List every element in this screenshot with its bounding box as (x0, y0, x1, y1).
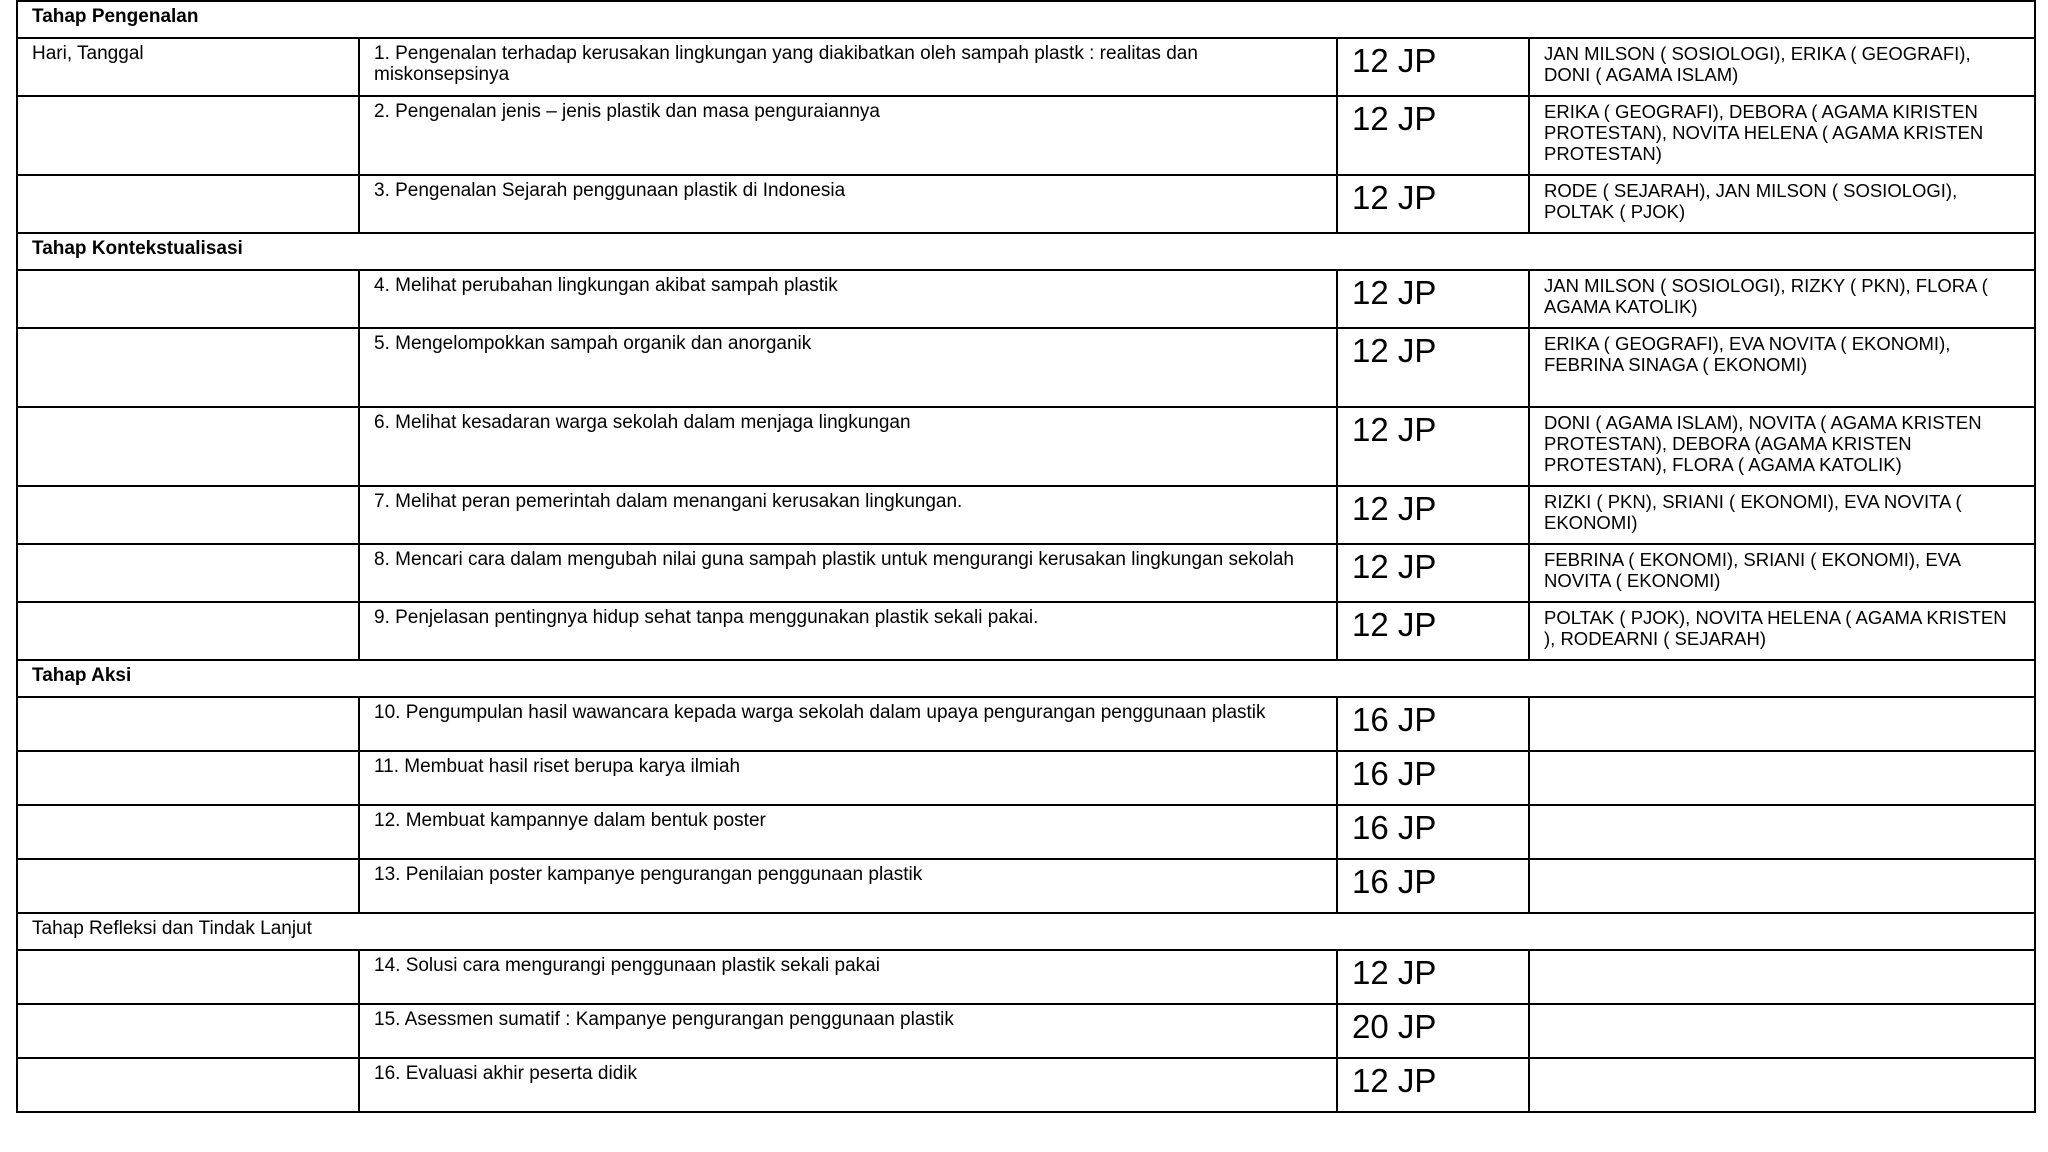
jp-cell: 12 JP (1337, 175, 1529, 233)
jp-cell: 16 JP (1337, 697, 1529, 751)
table-row (17, 859, 2035, 913)
jp-cell: 16 JP (1337, 805, 1529, 859)
date-cell (17, 407, 359, 486)
activity-cell: 13. Penilaian poster kampanye pengurangan penggunaan plastik (359, 859, 1337, 913)
date-cell (17, 697, 359, 751)
activity-cell: 10. Pengumpulan hasil wawancara kepada warga sekolah dalam upaya pengurangan penggunaan plastik (359, 697, 1337, 751)
teachers-cell: JAN MILSON ( SOSIOLOGI), RIZKY ( PKN), FLORA ( AGAMA KATOLIK) (1529, 270, 2035, 328)
table-row (17, 697, 2035, 751)
table-row (17, 407, 2035, 486)
table-row (17, 751, 2035, 805)
teachers-cell: ERIKA ( GEOGRAFI), EVA NOVITA ( EKONOMI), FEBRINA SINAGA ( EKONOMI) (1529, 328, 2035, 407)
jp-cell: 16 JP (1337, 859, 1529, 913)
section-title-cell (17, 233, 2035, 270)
teachers-cell: RIZKI ( PKN), SRIANI ( EKONOMI), EVA NOVITA ( EKONOMI) (1529, 486, 2035, 544)
jp-cell: 16 JP (1337, 751, 1529, 805)
section-title-cell (17, 660, 2035, 697)
teachers-cell (1529, 751, 2035, 805)
teachers-cell (1529, 1058, 2035, 1112)
teachers-cell (1529, 697, 2035, 751)
schedule-table (16, 0, 2036, 1113)
table-row (17, 544, 2035, 602)
jp-cell: 12 JP (1337, 486, 1529, 544)
jp-cell: 12 JP (1337, 38, 1529, 96)
date-cell (17, 859, 359, 913)
section-title-cell (17, 913, 2035, 950)
jp-cell: 12 JP (1337, 602, 1529, 660)
activity-cell: 16. Evaluasi akhir peserta didik (359, 1058, 1337, 1112)
activity-cell: 9. Penjelasan pentingnya hidup sehat tanpa menggunakan plastik sekali pakai. (359, 602, 1337, 660)
section-title: Tahap Aksi (32, 665, 132, 686)
date-cell (17, 805, 359, 859)
table-row (17, 175, 2035, 233)
date-cell (17, 96, 359, 175)
teachers-cell (1529, 805, 2035, 859)
table-row (17, 1058, 2035, 1112)
teachers-cell (1529, 859, 2035, 913)
activity-cell: 2. Pengenalan jenis – jenis plastik dan masa penguraiannya (359, 96, 1337, 175)
teachers-cell: JAN MILSON ( SOSIOLOGI), ERIKA ( GEOGRAFI), DONI ( AGAMA ISLAM) (1529, 38, 2035, 96)
date-cell: Hari, Tanggal (17, 38, 359, 96)
date-cell (17, 1004, 359, 1058)
activity-cell: 15. Asessmen sumatif : Kampanye pengurangan penggunaan plastik (359, 1004, 1337, 1058)
date-cell (17, 544, 359, 602)
date-cell (17, 950, 359, 1004)
activity-cell: 14. Solusi cara mengurangi penggunaan plastik sekali pakai (359, 950, 1337, 1004)
table-row (17, 486, 2035, 544)
section-header-row (17, 1, 2035, 38)
activity-cell: 5. Mengelompokkan sampah organik dan anorganik (359, 328, 1337, 407)
activity-cell: 7. Melihat peran pemerintah dalam menangani kerusakan lingkungan. (359, 486, 1337, 544)
teachers-cell: FEBRINA ( EKONOMI), SRIANI ( EKONOMI), EVA NOVITA ( EKONOMI) (1529, 544, 2035, 602)
teachers-cell: DONI ( AGAMA ISLAM), NOVITA ( AGAMA KRISTEN PROTESTAN), DEBORA (AGAMA KRISTEN PROTESTAN), FLORA ( AGAMA KATOLIK) (1529, 407, 2035, 486)
activity-cell: 3. Pengenalan Sejarah penggunaan plastik di Indonesia (359, 175, 1337, 233)
jp-cell: 12 JP (1337, 1058, 1529, 1112)
jp-cell: 12 JP (1337, 96, 1529, 175)
date-cell (17, 270, 359, 328)
jp-cell: 12 JP (1337, 270, 1529, 328)
teachers-cell: ERIKA ( GEOGRAFI), DEBORA ( AGAMA KIRISTEN PROTESTAN), NOVITA HELENA ( AGAMA KRISTEN PROTESTAN) (1529, 96, 2035, 175)
activity-cell: 6. Melihat kesadaran warga sekolah dalam menjaga lingkungan (359, 407, 1337, 486)
activity-cell: 4. Melihat perubahan lingkungan akibat sampah plastik (359, 270, 1337, 328)
table-row (17, 270, 2035, 328)
section-title: Tahap Pengenalan (32, 6, 199, 27)
teachers-cell: RODE ( SEJARAH), JAN MILSON ( SOSIOLOGI), POLTAK ( PJOK) (1529, 175, 2035, 233)
table-row (17, 328, 2035, 407)
section-header-row (17, 913, 2035, 950)
date-cell (17, 175, 359, 233)
table-row (17, 805, 2035, 859)
jp-cell: 12 JP (1337, 328, 1529, 407)
table-row (17, 1004, 2035, 1058)
activity-cell: 1. Pengenalan terhadap kerusakan lingkungan yang diakibatkan oleh sampah plastk : realitas dan miskonsepsinya (359, 38, 1337, 96)
section-header-row (17, 233, 2035, 270)
jp-cell: 20 JP (1337, 1004, 1529, 1058)
teachers-cell (1529, 1004, 2035, 1058)
section-title: Tahap Kontekstualisasi (32, 238, 243, 259)
section-title: Tahap Refleksi dan Tindak Lanjut (32, 918, 312, 939)
section-title-cell (17, 1, 2035, 38)
jp-cell: 12 JP (1337, 544, 1529, 602)
section-header-row (17, 660, 2035, 697)
table-row (17, 950, 2035, 1004)
date-cell (17, 1058, 359, 1112)
activity-cell: 11. Membuat hasil riset berupa karya ilmiah (359, 751, 1337, 805)
date-cell (17, 486, 359, 544)
activity-cell: 8. Mencari cara dalam mengubah nilai guna sampah plastik untuk mengurangi kerusakan lingkungan sekolah (359, 544, 1337, 602)
activity-cell: 12. Membuat kampannye dalam bentuk poster (359, 805, 1337, 859)
date-cell (17, 751, 359, 805)
jp-cell: 12 JP (1337, 950, 1529, 1004)
date-cell (17, 328, 359, 407)
jp-cell: 12 JP (1337, 407, 1529, 486)
date-cell (17, 602, 359, 660)
table-row (17, 602, 2035, 660)
table-row (17, 96, 2035, 175)
table-row (17, 38, 2035, 96)
teachers-cell (1529, 950, 2035, 1004)
teachers-cell: POLTAK ( PJOK), NOVITA HELENA ( AGAMA KRISTEN ), RODEARNI ( SEJARAH) (1529, 602, 2035, 660)
